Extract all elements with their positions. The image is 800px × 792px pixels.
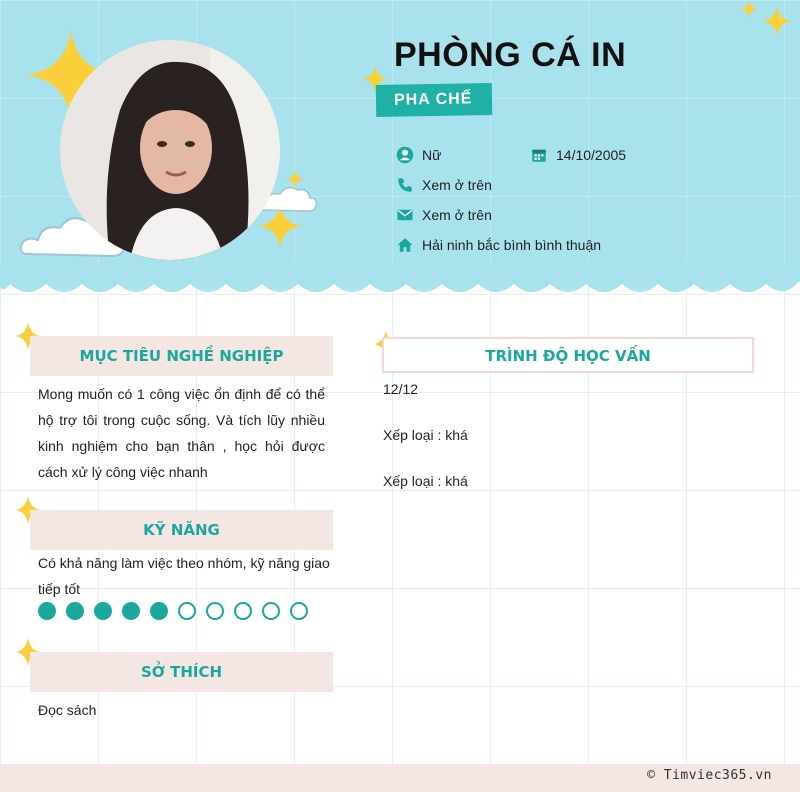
person-icon [396,146,414,164]
avatar [60,40,280,260]
hobbies-text: Đọc sách [38,702,97,718]
phone-icon [396,176,414,194]
rating-dot-filled [150,602,168,620]
rating-dot-empty [262,602,280,620]
skills-text: Có khả năng làm việc theo nhóm, kỹ năng giao tiếp tốt [38,555,330,597]
birthday-value: 14/10/2005 [556,147,627,163]
rating-dot-empty [206,602,224,620]
rating-dot-filled [122,602,140,620]
avatar-photo [60,40,280,260]
rating-dot-filled [38,602,56,620]
footer [0,764,800,792]
scallop-edge [0,262,800,302]
education-line: 12/12 [383,381,419,397]
education-line: Xếp loại : khá [383,473,468,489]
calendar-icon [530,146,548,164]
objective-text: Mong muốn có 1 công việc ổn định để có thể hộ trợ tôi trong cuộc sống. Và tích lũy nhiều kinh nghiệm cho bạn thân , học hỏi được cách xử lý công việc nhanh [38,386,325,480]
sparkle-icon [762,6,792,36]
email-icon [396,206,414,224]
rating-dot-empty [290,602,308,620]
address-row [396,236,601,254]
objective-heading: MỤC TIÊU NGHỀ NGHIỆP [30,336,333,376]
address-value: Hải ninh bắc bình bình thuận [422,237,602,253]
education-heading: TRÌNH ĐỘ HỌC VẤN [382,337,754,373]
hobbies-heading: SỞ THÍCH [30,652,333,692]
email-row [396,206,492,224]
rating-dot-empty [234,602,252,620]
birthday-row [530,146,626,164]
gender-row [396,146,441,164]
rating-dot-filled [66,602,84,620]
rating-dot-filled [94,602,112,620]
rating-dot-empty [178,602,196,620]
email-value: Xem ở trên [422,207,492,223]
candidate-name: PHÒNG CÁ IN [394,36,627,74]
phone-row [396,176,492,194]
skills-heading: KỸ NĂNG [30,510,333,550]
education-line: Xếp loại : khá [383,427,468,443]
phone-value: Xem ở trên [422,177,492,193]
skill-rating [38,602,308,620]
gender-value: Nữ [422,147,442,163]
job-title-badge: PHA CHẾ [376,83,493,117]
sparkle-icon [740,0,758,18]
footer-credit: © Timviec365.vn [647,768,772,783]
home-icon [396,236,414,254]
